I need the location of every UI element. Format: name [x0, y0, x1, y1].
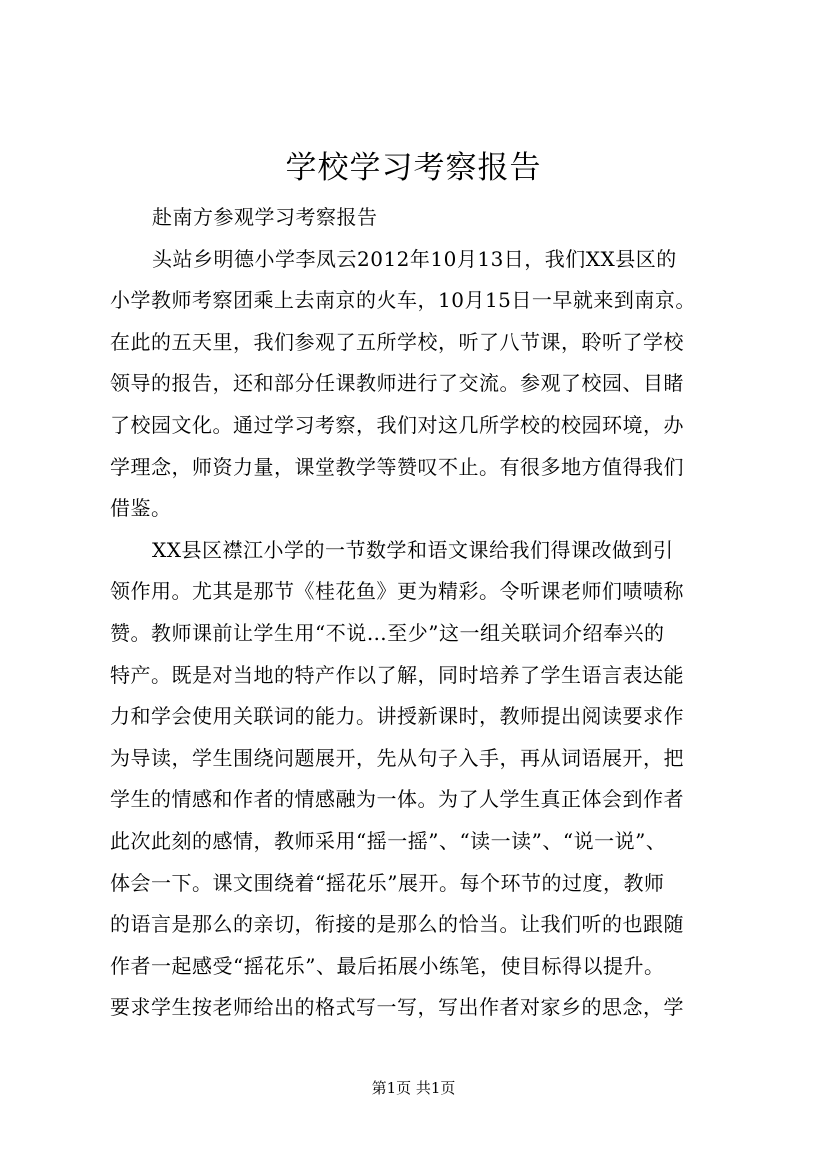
subtitle-line: 赴南方参观学习考察报告: [152, 205, 378, 229]
paragraph-line: 借鉴。: [110, 496, 172, 521]
paragraph-line: 了校园文化。通过学习考察，我们对这几所学校的校园环境，办: [110, 412, 684, 437]
paragraph-line: 在此的五天里，我们参观了五所学校，听了八节课，聆听了学校: [110, 329, 684, 354]
paragraph-line: 学理念，师资力量，课堂教学等赞叹不止。有很多地方值得我们: [110, 454, 684, 479]
paragraph-line: 为导读，学生围绕问题展开，先从句子入手，再从词语展开，把: [110, 745, 684, 770]
paragraph-line: 特产。既是对当地的特产作以了解，同时培养了学生语言表达能: [110, 662, 684, 687]
paragraph-line: 的语言是那么的亲切，衔接的是那么的恰当。让我们听的也跟随: [110, 912, 684, 937]
paragraph-line: 赞。教师课前让学生用“不说…至少”这一组关联词介绍奉兴的: [110, 620, 665, 645]
paragraph-line: 领作用。尤其是那节《桂花鱼》更为精彩。令听课老师们啧啧称: [110, 579, 684, 604]
paragraph-line: 小学教师考察团乘上去南京的火车，10月15日一早就来到南京。: [110, 288, 696, 313]
document-title: 学校学习考察报告: [285, 150, 542, 186]
paragraph-line: 体会一下。课文围绕着“摇花乐”展开。每个环节的过度，教师: [110, 870, 665, 895]
page-number: 第1页 共1页: [371, 1079, 456, 1097]
paragraph-line: 要求学生按老师给出的格式写一写，写出作者对家乡的思念，学: [110, 995, 684, 1020]
paragraph-line: 学生的情感和作者的情感融为一体。为了人学生真正体会到作者: [110, 787, 684, 812]
paragraph-line: 此次此刻的感情，教师采用“摇一摇”、“读一读”、“说一说”、: [110, 828, 667, 853]
paragraph-line: 领导的报告，还和部分任课教师进行了交流。参观了校园、目睹: [110, 371, 684, 396]
paragraph-line: XX县区襟江小学的一节数学和语文课给我们得课改做到引: [152, 537, 674, 562]
paragraph-line: 作者一起感受“摇花乐”、最后拓展小练笔，使目标得以提升。: [110, 953, 665, 978]
paragraph-line: 头站乡明德小学李凤云2012年10月13日，我们XX县区的: [152, 246, 677, 271]
paragraph-line: 力和学会使用关联词的能力。讲授新课时，教师提出阅读要求作: [110, 704, 684, 729]
document-body: [110, 197, 720, 1029]
